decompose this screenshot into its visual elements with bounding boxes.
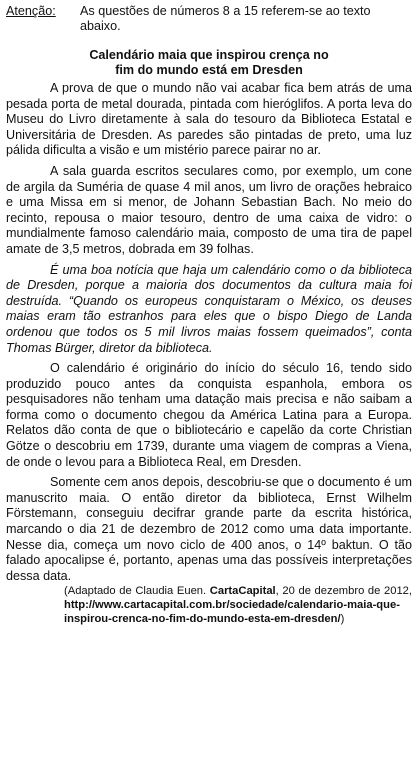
paragraph-1: A prova de que o mundo não vai acabar fica bem atrás de uma pesada porta de metal dourada, pintada com hieróglifos. A porta leva do Museu do Livro diretamente à sala do tesouro da Biblioteca Estatal e Universitária de Dresden. As paredes são pintadas de preto, uma luz pálida dificulta a visão e um mistério parece pairar no ar. (6, 81, 412, 158)
article-title (6, 48, 412, 78)
source-prefix: (Adaptado de Claudia Euen. (64, 585, 210, 598)
article-title-line-1: Calendário maia que inspirou crença no (89, 48, 329, 62)
article-title-line-2: fim do mundo está em Dresden (115, 63, 303, 77)
source-publication: CartaCapital (209, 585, 276, 598)
notice-text: As questões de números 8 a 15 referem-se ao texto abaixo. (80, 4, 371, 33)
source-suffix: ) (340, 612, 345, 625)
notice (6, 4, 412, 34)
paragraph-5: Somente cem anos depois, descobriu-se que o documento é um manuscrito maia. O então diretor da biblioteca, Ernst Wilhelm Förstemann, conseguiu decifrar grande parte da escrita histórica, marcando o dia 21 de dezembro de 2012 como uma data importante. Nesse dia, começa um novo ciclo de 400 anos, o 14º baktun. O tão falado apocalipse é, portanto, apenas uma das possíveis interpretações dessa data. (6, 475, 412, 583)
paragraph-3: É uma boa notícia que haja um calendário como o da biblioteca de Dresden, porque a maioria dos documentos da cultura maia foi destruída. “Quando os europeus conquistaram o México, os deuses maias eram tão estranhos para eles que o bispo Diego de Landa ordenou que todos os 5 mil livros maias fossem queimados”, conta Thomas Bürger, diretor da biblioteca. (6, 262, 412, 355)
source-citation (6, 585, 412, 626)
notice-label: Atenção: (6, 4, 56, 18)
source-url: http://www.cartacapital.com.br/sociedade/calendario-maia-que-inspirou-crenca-no-fim-do-mundo-esta-em-dresden/ (64, 599, 400, 625)
paragraph-2: A sala guarda escritos seculares como, por exemplo, um cone de argila da Suméria de quase 4 mil anos, um livro de orações hebraico e uma Missa em si menor, de Johann Sebastian Bach. No meio do recinto, repousa o maior tesouro, dentro de uma caixa de vidro: o mundialmente famoso calendário maia, composto de uma tira de papel amate de 3,5 metros, dobrada em 39 folhas. (6, 163, 412, 256)
paragraph-4: O calendário é originário do início do século 16, tendo sido produzido pouco antes da conquista espanhola, embora os pesquisadores não tenham uma datação mais precisa e não saibam a forma como o documento chegou da América Latina para a Europa. Relatos dão conta de que o bibliotecário e capelão da corte Christian Götze o descobriu em 1739, durante uma viagem de compras a Viena, de onde o levou para a Biblioteca Real, em Dresden. (6, 361, 412, 469)
source-date: , 20 de dezembro de 2012, (275, 585, 412, 598)
